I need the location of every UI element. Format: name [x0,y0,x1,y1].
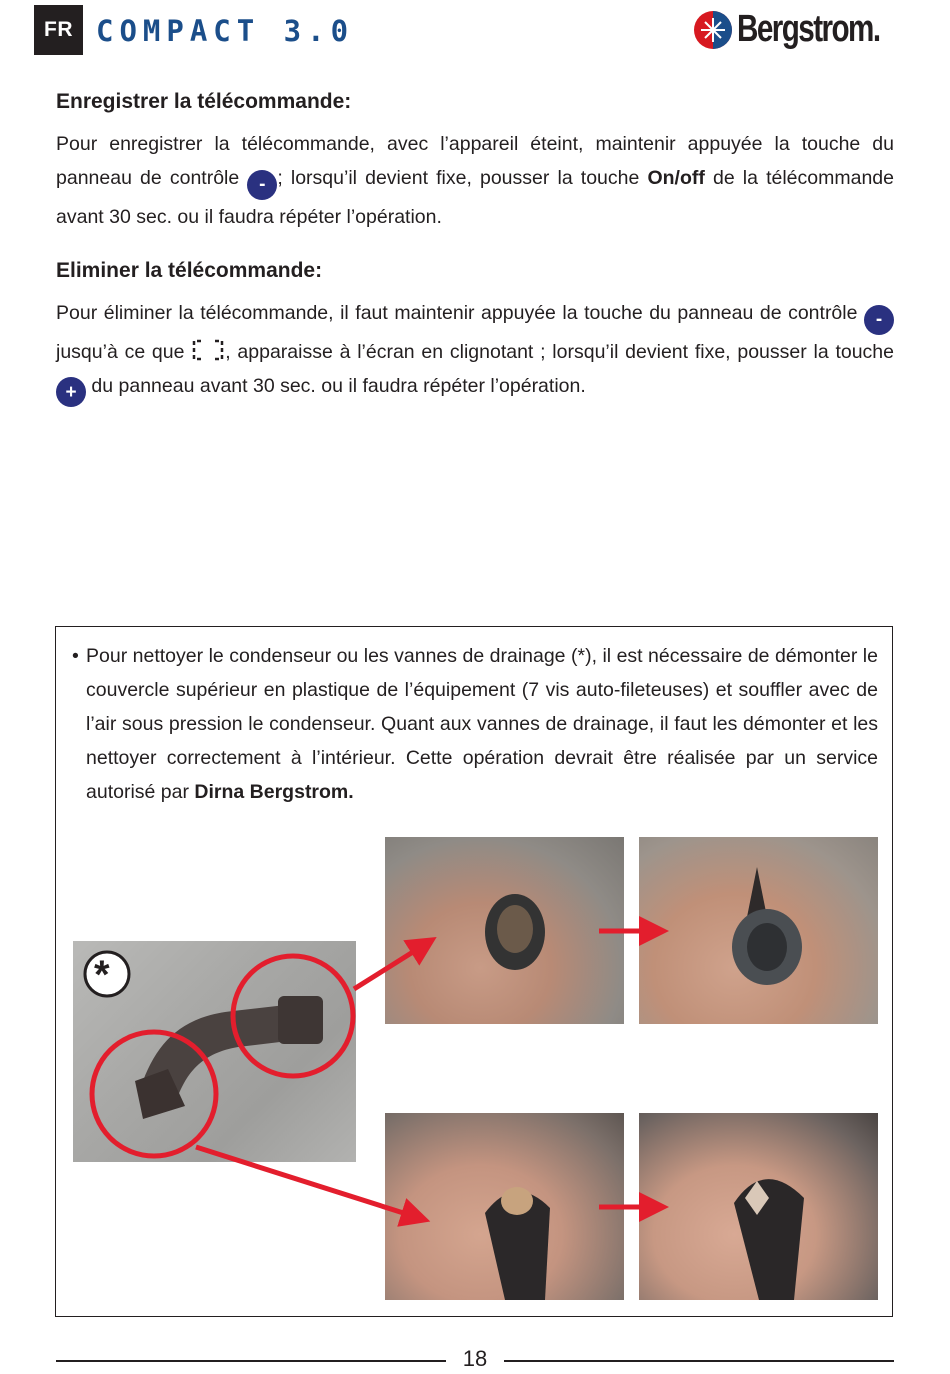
red-circle-annotation [233,956,353,1076]
text: Pour nettoyer le condenseur ou les vannes de drainage (*), il est nécessaire de démonter le couvercle supérieur en plastique de l’équipement (7 vis auto-fileteuses) et souffler avec de l’air sous pression le condenseur. Quant aux vannes de drainage, il faut les démonter et les nettoyer correctement à l’intérieur. Cette opération devrait être réalisée par un service autorisé par [86,645,878,803]
section-title-register: Enregistrer la télécommande: [56,90,352,113]
footer-rule-right [504,1360,894,1362]
display-frame-icon [191,339,225,361]
text: du panneau avant 30 sec. ou il faudra répéter l’opération. [86,374,586,397]
plus-button-icon: + [56,377,86,407]
text: Pour éliminer la télécommande, il faut maintenir appuyée la touche du panneau de contrôle [56,302,864,324]
red-circle-annotation [92,1032,216,1156]
maintenance-note-box [55,626,893,1317]
footer-rule-left [56,1360,446,1362]
bergstrom-logo-icon [693,10,733,50]
company-name: Dirna Bergstrom. [194,781,354,803]
asterisk-marker: * [94,953,110,997]
brand-wordmark: Bergstrom. [737,8,880,50]
section-title-remove: Eliminer la télécommande: [56,259,323,282]
text: Pour enregistrer la télécommande, avec l’appareil éteint, maintenir appuyée la touche du panneau de contrôle [56,133,894,189]
text: jusqu’à ce que [56,340,192,363]
minus-button-icon: - [247,170,277,200]
text: de la télécommande avant 30 sec. ou il faudra répéter l’opération. [56,167,894,228]
language-badge: FR [34,5,83,55]
page-number: 18 [462,1346,488,1371]
brand-logo [693,8,920,51]
maintenance-note: • Pour nettoyer le condenseur ou les vannes de drainage (*), il est nécessaire de démonter le couvercle supérieur en plastique de l’équipement (7 vis auto-fileteuses) et souffler avec de l’air sous pression le condenseur. Quant aux vannes de drainage, il faut les démonter et les nettoyer correctement à l’intérieur. Cette opération devrait être réalisée par un service autorisé par Dirna Bergstrom. [72,645,878,803]
red-arrow-icon [354,945,424,989]
annotation-overlay [56,627,894,1318]
remove-instructions [56,296,894,407]
red-arrow-icon [196,1147,416,1217]
onoff-label: On/off [647,167,705,189]
model-title: COMPACT 3.0 [96,14,355,48]
text: ; lorsqu’il devient fixe, pousser la touche [277,167,648,189]
minus-button-icon: - [864,305,894,335]
register-instructions [56,127,894,234]
text: , apparaisse à l’écran en clignotant ; lorsqu’il devient fixe, pousser la touche [225,340,894,363]
